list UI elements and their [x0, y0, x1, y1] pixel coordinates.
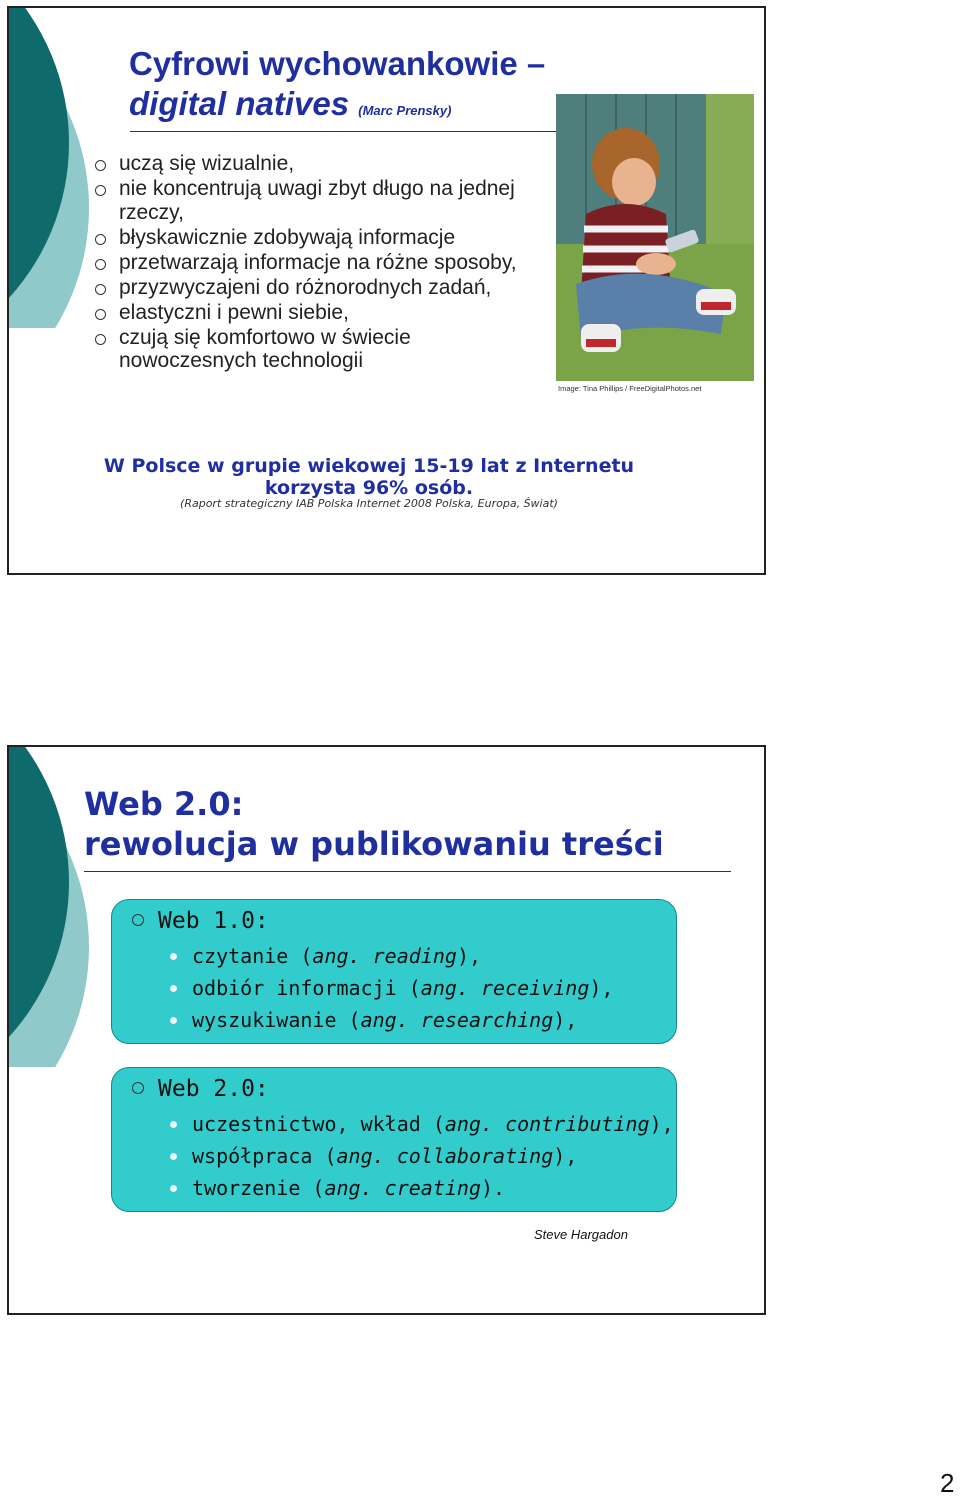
slide-1	[7, 6, 766, 575]
web2-box	[111, 1067, 677, 1212]
slide-1-title	[129, 44, 545, 131]
characteristics-list	[95, 152, 525, 374]
list-item: uczestnictwo, wkład (ang. contributing),	[170, 1108, 674, 1140]
list-item: elastyczni i pewni siebie,	[95, 301, 525, 325]
list-item: odbiór informacji (ang. receiving),	[170, 972, 613, 1004]
title-divider	[84, 871, 731, 872]
hollow-bullet-icon	[95, 284, 106, 295]
bullet-dot-icon	[170, 1185, 177, 1192]
list-item: przetwarzają informacje na różne sposoby,	[95, 251, 525, 275]
title-divider	[130, 131, 562, 132]
hollow-bullet-icon	[132, 914, 144, 926]
hollow-bullet-icon	[95, 309, 106, 320]
bullet-dot-icon	[170, 985, 177, 992]
hollow-bullet-icon	[95, 160, 106, 171]
title-line-1: Cyfrowi wychowankowie –	[129, 45, 546, 82]
child-with-phone-photo	[556, 94, 754, 381]
slide-2	[7, 745, 766, 1315]
signature: Steve Hargadon	[534, 1227, 628, 1242]
hollow-bullet-icon	[95, 185, 106, 196]
hollow-bullet-icon	[95, 334, 106, 345]
web1-box	[111, 899, 677, 1044]
box-heading: Web 2.0:	[132, 1074, 269, 1104]
list-item: przyzwyczajeni do różnorodnych zadań,	[95, 276, 525, 300]
bullet-dot-icon	[170, 1121, 177, 1128]
list-item: uczą się wizualnie,	[95, 152, 525, 176]
web2-list	[170, 1108, 674, 1204]
list-item: czytanie (ang. reading),	[170, 940, 613, 972]
image-credit: Image: Tina Phillips / FreeDigitalPhotos.net	[558, 384, 702, 393]
bullet-dot-icon	[170, 953, 177, 960]
slide-2-title: Web 2.0: rewolucja w publikowaniu treści	[84, 785, 664, 863]
web1-list	[170, 940, 613, 1036]
title-attribution: (Marc Prensky)	[358, 103, 452, 118]
list-item: współpraca (ang. collaborating),	[170, 1140, 674, 1172]
list-item: nie koncentrują uwagi zbyt długo na jednej rzeczy,	[95, 177, 525, 224]
hollow-bullet-icon	[95, 259, 106, 270]
hollow-bullet-icon	[132, 1082, 144, 1094]
bullet-dot-icon	[170, 1017, 177, 1024]
bullet-dot-icon	[170, 1153, 177, 1160]
box-heading: Web 1.0:	[132, 906, 269, 936]
title-line-2: digital natives	[129, 85, 350, 122]
source-citation: (Raport strategiczny IAB Polska Internet 2008 Polska, Europa, Świat)	[180, 497, 558, 510]
list-item: tworzenie (ang. creating).	[170, 1172, 674, 1204]
page-number: 2	[940, 1468, 955, 1498]
hollow-bullet-icon	[95, 234, 106, 245]
list-item: wyszukiwanie (ang. researching),	[170, 1004, 613, 1036]
statistic-text: W Polsce w grupie wiekowej 15-19 lat z Internetu korzysta 96% osób.	[103, 455, 635, 499]
list-item: błyskawicznie zdobywają informacje	[95, 226, 525, 250]
list-item: czują się komfortowo w świecie nowoczesnych technologii	[95, 326, 525, 373]
